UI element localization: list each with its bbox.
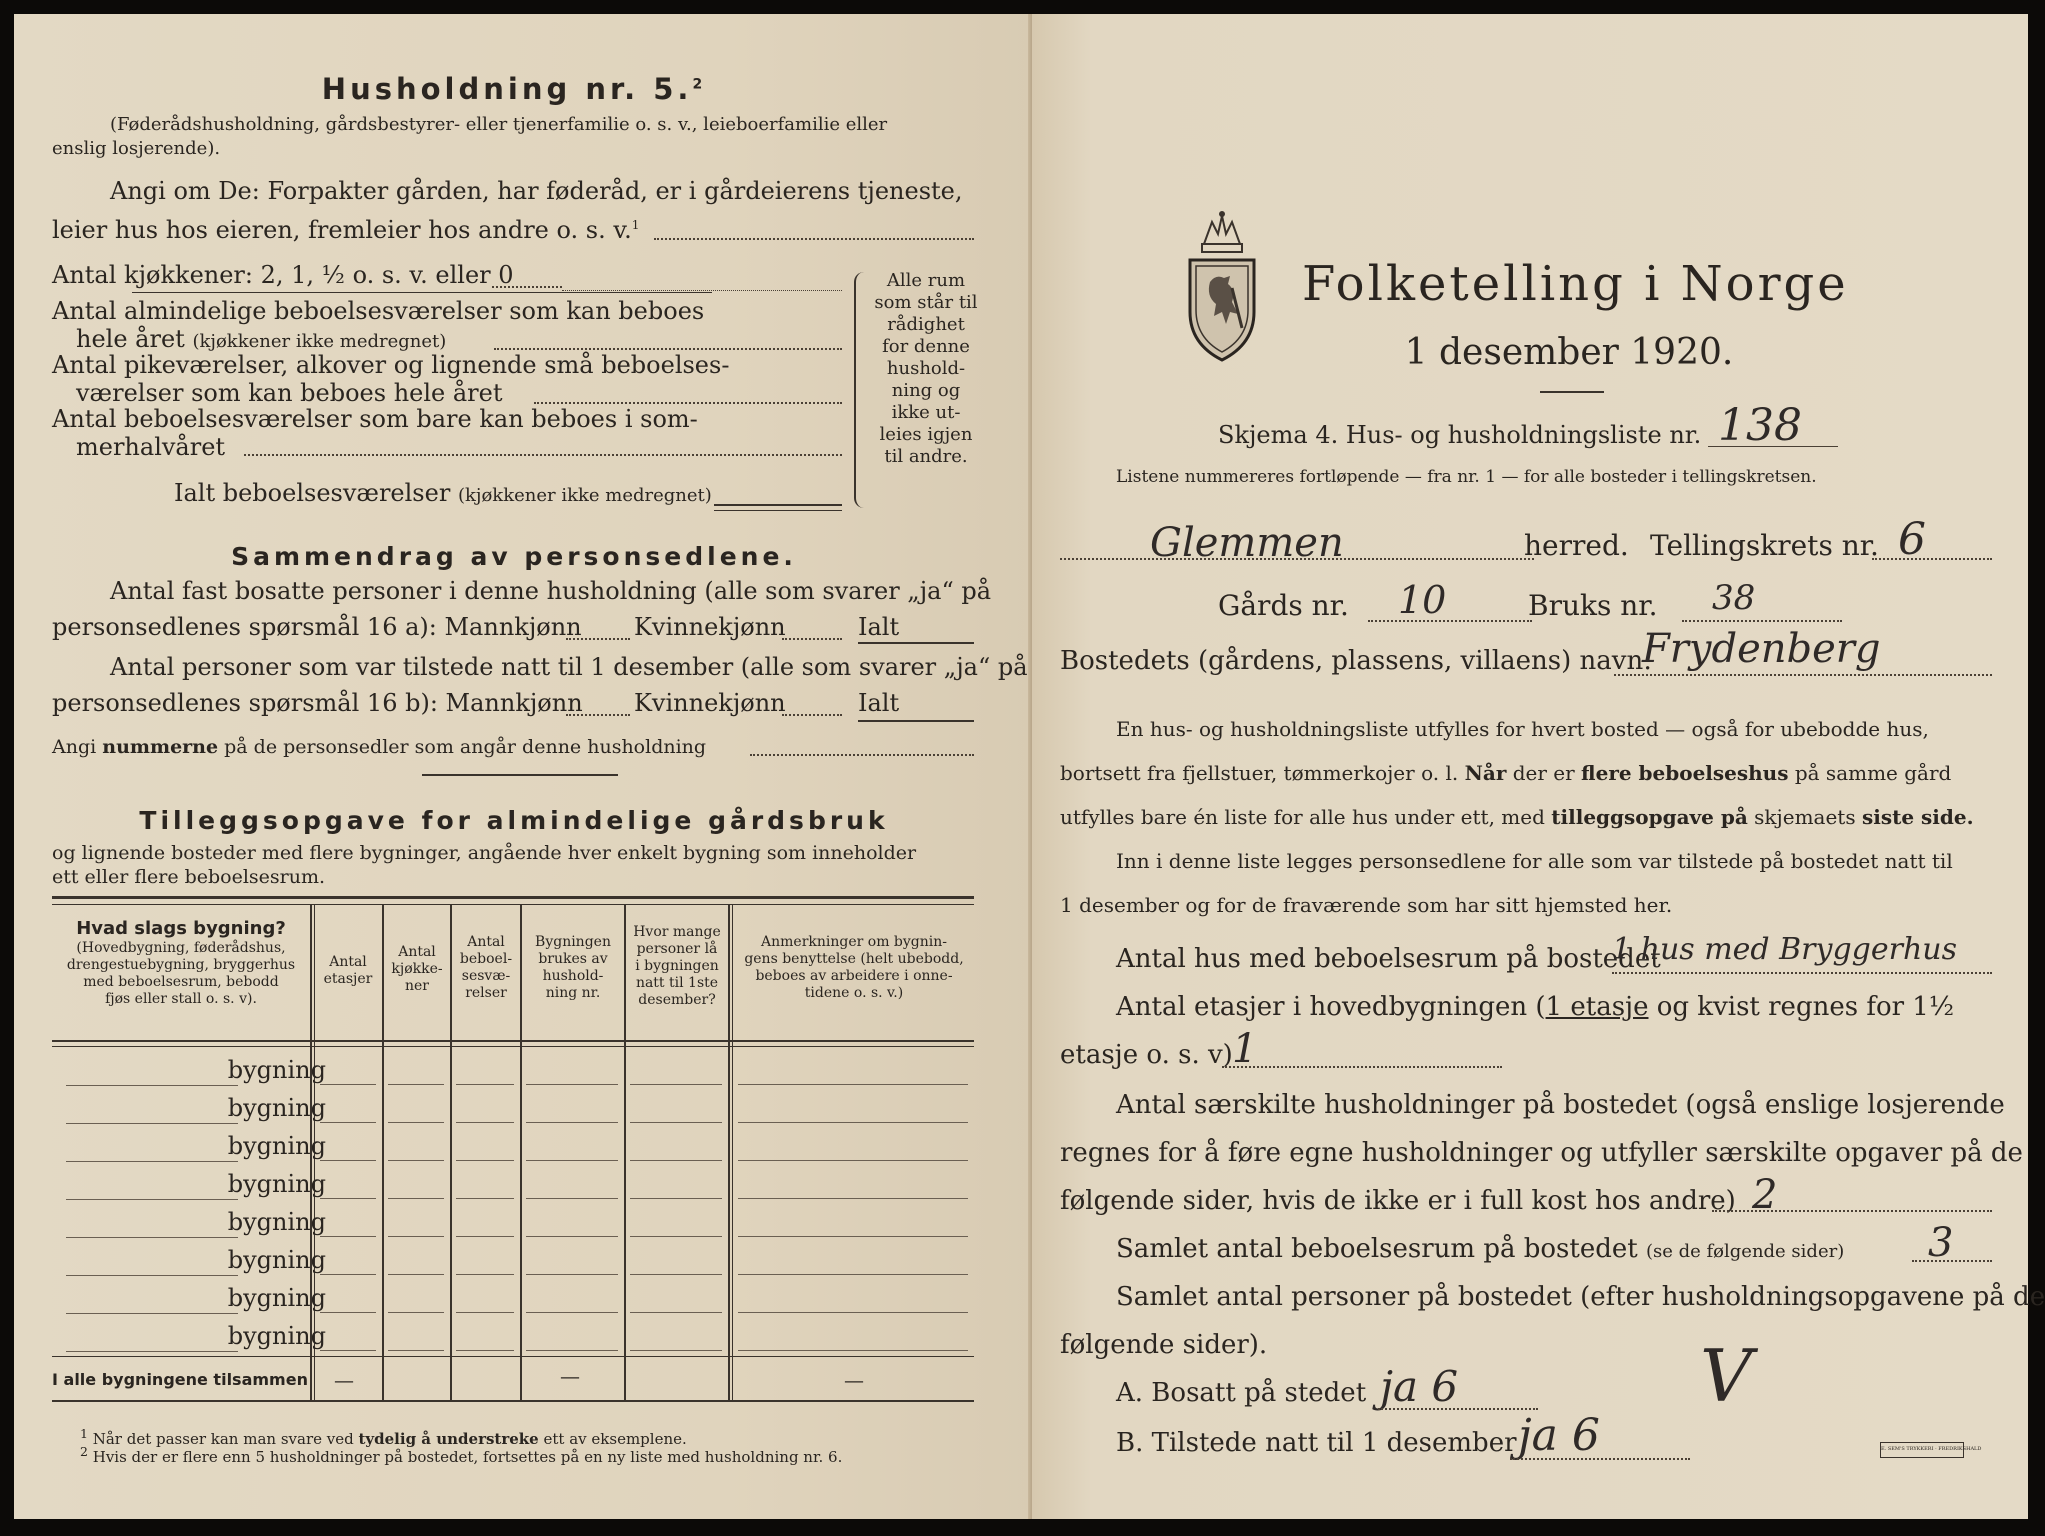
persons-header-line: desember? — [638, 992, 716, 1008]
summary-p1-line2 — [52, 614, 582, 641]
rooms-header-line: relser — [465, 985, 507, 1001]
table-cell-line[interactable] — [456, 1084, 514, 1085]
a-bosatt-line — [1378, 1408, 1538, 1410]
angi-line-2-text: leier hus hos eieren, fremleier hos andre o. s. v. — [52, 216, 632, 244]
building-row-label: bygning — [227, 1322, 326, 1350]
building-type-fill-line[interactable] — [66, 1085, 238, 1086]
krets-line — [1872, 558, 1992, 560]
table-cell-line[interactable] — [738, 1160, 968, 1161]
table-cell-line[interactable] — [456, 1198, 514, 1199]
building-row-label: bygning — [227, 1246, 326, 1274]
side-note-line: Alle rum — [886, 270, 966, 291]
info-line-3 — [1060, 806, 1974, 828]
maid-rooms-answer[interactable] — [534, 402, 842, 404]
table-cell-line[interactable] — [456, 1350, 514, 1351]
bruks-label: Bruks nr. — [1528, 589, 1658, 622]
table-cell-line[interactable] — [320, 1084, 376, 1085]
table-cell-line[interactable] — [738, 1274, 968, 1275]
table-cell-line[interactable] — [388, 1198, 444, 1199]
angi-answer-line[interactable] — [654, 238, 974, 240]
household-header-line: ning nr. — [545, 985, 601, 1001]
census-form-sheet — [14, 14, 2045, 1519]
building-type-fill-line[interactable] — [66, 1351, 238, 1352]
table-row[interactable] — [44, 1092, 330, 1130]
info-2-c: der er — [1512, 761, 1575, 785]
household-header-line: Bygningen — [535, 934, 611, 950]
table-cell-line[interactable] — [738, 1122, 968, 1123]
rooms-header-line: Antal — [467, 934, 505, 950]
building-row-label: bygning — [227, 1170, 326, 1198]
rooms-side-note — [866, 270, 986, 468]
ordinary-rooms-text: hele året — [76, 325, 185, 353]
summer-rooms-label-2: merhalvåret — [76, 433, 226, 461]
bruks-value[interactable]: 38 — [1712, 578, 1756, 618]
kitchen-answer-line[interactable] — [562, 290, 842, 291]
summary-p2-line1: Antal personer som var tilstede natt til 1 desember (alle som svarer „ja“ på — [110, 653, 1028, 681]
table-row[interactable] — [44, 1282, 330, 1320]
remarks-header-line: Anmerkninger om bygnin- — [761, 934, 947, 950]
footnote-1-text-b: ett av eksemplene. — [543, 1430, 687, 1448]
table-cell-line[interactable] — [738, 1236, 968, 1237]
table-cell-line[interactable] — [388, 1274, 444, 1275]
table-cell-line[interactable] — [388, 1312, 444, 1313]
p1-total-answer[interactable] — [858, 642, 974, 644]
q-rum-answer-line — [1912, 1260, 1992, 1262]
q-pers-line-1: Samlet antal personer på bostedet (efter husholdningsopgavene på de — [1116, 1282, 2045, 1312]
info-2-b: Når — [1464, 761, 1507, 785]
side-note-line: til andre. — [884, 446, 968, 467]
info-3-a: utfylles bare én liste for alle hus under ett, med — [1060, 805, 1545, 829]
ordinary-rooms-label-2 — [76, 326, 446, 353]
info-line-4: Inn i denne liste legges personsedlene for alle som var tilstede på bostedet natt til — [1116, 849, 1953, 873]
household-subtitle-2: enslig losjerende). — [52, 138, 221, 159]
q-etasjer-answer-line — [1222, 1066, 1502, 1068]
building-row-label: bygning — [227, 1208, 326, 1236]
herred-label: herred. — [1524, 529, 1629, 562]
building-type-fill-line[interactable] — [66, 1199, 238, 1200]
summary-title: Sammendrag av personsedlene. — [231, 542, 797, 571]
printer-stamp-text: E. SEM'S TRYKKERI · FREDRIKSHALD — [1881, 1446, 1982, 1452]
gards-label: Gårds nr. — [1218, 589, 1349, 622]
table-col-sep — [732, 904, 733, 1400]
q-hus-line — [1612, 972, 1992, 974]
p2-total-answer[interactable] — [858, 720, 974, 722]
q-etasjer-text-b: og kvist regnes for 1½ — [1648, 992, 1955, 1022]
summary-p1-male-label: personsedlenes spørsmål 16 a): Mannkjønn — [52, 613, 582, 641]
angi-line-2 — [52, 212, 639, 244]
table-col-sep — [728, 904, 730, 1400]
side-note-line: ning og — [891, 380, 961, 401]
b-tilstede-value[interactable]: ja 6 — [1518, 1410, 1600, 1461]
side-note-line: hushold- — [886, 358, 966, 379]
table-header-floors — [314, 954, 382, 988]
table-cell-line[interactable] — [526, 1236, 618, 1237]
ordinary-rooms-label-1: Antal almindelige beboelsesværelser som kan beboes — [52, 297, 705, 325]
building-type-desc: med beboelsesrum, bebodd — [83, 974, 279, 990]
q-etasjer-underlined: 1 etasje — [1545, 992, 1649, 1022]
household-header-line: hushold- — [542, 968, 604, 984]
total-rooms-baseline — [714, 510, 842, 511]
b-tilstede-label: B. Tilstede natt til 1 desember — [1116, 1428, 1517, 1458]
footnote-1-bold: tydelig å understreke — [358, 1430, 539, 1448]
table-cell-line[interactable] — [320, 1160, 376, 1161]
table-header-remarks — [734, 934, 974, 1002]
info-2-a: bortsett fra fjellstuer, tømmerkojer o. l. — [1060, 761, 1459, 785]
kitchen-dots — [492, 286, 562, 288]
table-cell-line[interactable] — [526, 1198, 618, 1199]
table-row[interactable] — [44, 1054, 330, 1092]
table-cell-line[interactable] — [738, 1198, 968, 1199]
total-floors-dash: — — [334, 1368, 354, 1392]
numbers-text-a: Angi — [52, 736, 97, 758]
building-type-fill-line[interactable] — [66, 1313, 238, 1314]
p1-female-answer[interactable] — [782, 638, 842, 640]
schema-number-line — [1708, 446, 1838, 447]
q-hush-line-3: følgende sider, hvis de ikke er i full kost hos andre) — [1060, 1186, 1736, 1216]
printer-stamp — [1880, 1442, 1982, 1458]
table-cell-line[interactable] — [456, 1160, 514, 1161]
side-note-line: rådighet — [887, 314, 965, 335]
a-bosatt-value[interactable]: ja 6 — [1380, 1362, 1459, 1411]
p2-total-label: Ialt — [858, 689, 900, 717]
table-cell-line[interactable] — [456, 1122, 514, 1123]
table-cell-line[interactable] — [630, 1198, 722, 1199]
summary-p2-male-label: personsedlenes spørsmål 16 b): Mannkjønn — [52, 689, 583, 717]
rooms-header-line: beboel- — [459, 951, 513, 967]
table-top-rule — [52, 896, 974, 899]
total-household-dash: — — [560, 1364, 580, 1388]
q-etasjer-value[interactable]: 1 — [1232, 1026, 1258, 1072]
q-hus-value[interactable]: 1 hus med Bryggerhus — [1612, 932, 1958, 967]
table-cell-line[interactable] — [526, 1160, 618, 1161]
section-divider — [422, 774, 618, 776]
q-hus-label: Antal hus med beboelsesrum på bostedet — [1116, 944, 1661, 974]
remarks-header-line: gens benyttelse (helt ubebodd, — [744, 951, 964, 967]
household-title — [14, 72, 1014, 106]
kitchens-header-line: ner — [405, 978, 429, 994]
table-header-bottom-rule — [52, 1040, 974, 1042]
household-subtitle-1: (Føderådshusholdning, gårdsbestyrer- eller tjenerfamilie o. s. v., leieboerfamilie eller — [110, 114, 888, 135]
p2-male-answer[interactable] — [566, 714, 630, 716]
table-header-household — [522, 934, 624, 1002]
total-remarks-dash: — — [844, 1368, 864, 1392]
side-note-line: som står til — [874, 292, 978, 313]
table-cell-line[interactable] — [456, 1274, 514, 1275]
table-cell-line[interactable] — [320, 1274, 376, 1275]
persons-header-line: natt til 1ste — [635, 975, 719, 991]
table-cell-line[interactable] — [388, 1350, 444, 1351]
addition-desc-2: ett eller flere beboelsesrum. — [52, 866, 326, 888]
bosted-value[interactable]: Frydenberg — [1642, 626, 1881, 672]
q-rum-line — [1116, 1236, 1844, 1263]
table-cell-line[interactable] — [388, 1236, 444, 1237]
kitchen-count-label: Antal kjøkkener: 2, 1, ½ o. s. v. eller 0 — [52, 261, 514, 289]
table-header-kitchens — [384, 944, 450, 995]
table-row[interactable] — [44, 1168, 330, 1206]
building-type-fill-line[interactable] — [66, 1237, 238, 1238]
total-rooms-label — [174, 480, 712, 507]
krets-label: Tellingskrets nr. — [1650, 529, 1879, 562]
info-3-d: siste side. — [1861, 805, 1974, 829]
table-cell-line[interactable] — [630, 1274, 722, 1275]
side-note-line: for denne — [882, 336, 970, 357]
table-cell-line[interactable] — [388, 1122, 444, 1123]
building-type-desc: drengestuebygning, bryggerhus — [66, 957, 296, 973]
addition-title: Tilleggsopgave for almindelige gårdsbruk — [139, 806, 889, 835]
bosted-label: Bostedets (gårdens, plassens, villaens) navn: — [1060, 646, 1652, 676]
table-cell-line[interactable] — [526, 1312, 618, 1313]
q-rum-value[interactable]: 3 — [1928, 1220, 1954, 1266]
numbers-answer[interactable] — [750, 754, 974, 756]
table-cell-line[interactable] — [526, 1274, 618, 1275]
footnote-1-text-a: Når det passer kan man svare ved — [92, 1430, 354, 1448]
table-row[interactable] — [44, 1320, 330, 1358]
table-cell-line[interactable] — [388, 1084, 444, 1085]
table-cell-line[interactable] — [388, 1160, 444, 1161]
info-2-d: flere beboelseshus — [1581, 761, 1789, 785]
q-etasjer-line-2: etasje o. s. v) — [1060, 1040, 1233, 1070]
a-bosatt-label: A. Bosatt på stedet — [1116, 1378, 1367, 1408]
footnote-2-number: 2 — [80, 1444, 88, 1459]
p1-male-answer[interactable] — [566, 638, 630, 640]
household-header-line: brukes av — [538, 951, 608, 967]
schema-label: Skjema 4. Hus- og husholdningsliste nr. — [1218, 421, 1702, 449]
persons-header-line: i bygningen — [635, 958, 719, 974]
table-cell-line[interactable] — [526, 1084, 618, 1085]
bruks-line — [1682, 620, 1842, 622]
remarks-header-line: beboes av arbeidere i onne- — [755, 968, 953, 984]
table-cell-line[interactable] — [526, 1122, 618, 1123]
q-etasjer-line-1 — [1116, 994, 1954, 1021]
angi-line-1: Angi om De: Forpakter gården, har føderåd, er i gårdeierens tjeneste, — [110, 177, 963, 205]
table-row[interactable] — [44, 1244, 330, 1282]
table-cell-line[interactable] — [320, 1350, 376, 1351]
p2-female-answer[interactable] — [782, 714, 842, 716]
total-rooms-answer[interactable] — [714, 504, 842, 506]
total-rooms-text: Ialt beboelsesværelser — [174, 479, 451, 507]
maid-rooms-label-2: værelser som kan beboes hele året — [76, 379, 503, 407]
table-cell-line[interactable] — [456, 1312, 514, 1313]
building-type-fill-line[interactable] — [66, 1123, 238, 1124]
table-cell-line[interactable] — [320, 1236, 376, 1237]
table-bottom-rule — [52, 1400, 974, 1402]
building-type-desc: fjøs eller stall o. s. v). — [105, 991, 257, 1007]
herred-value[interactable]: Glemmen — [1150, 520, 1344, 566]
table-cell-line[interactable] — [738, 1350, 968, 1351]
floors-header-line: Antal — [329, 954, 367, 970]
table-cell-line[interactable] — [738, 1084, 968, 1085]
info-line-2 — [1060, 762, 1951, 784]
table-cell-line[interactable] — [630, 1160, 722, 1161]
check-mark: V — [1700, 1334, 1752, 1418]
table-row[interactable] — [44, 1206, 330, 1244]
building-row-label: bygning — [227, 1132, 326, 1160]
table-header-rooms — [452, 934, 520, 1002]
table-row[interactable] — [44, 1130, 330, 1168]
summary-p2-line2 — [52, 690, 583, 717]
table-cell-line[interactable] — [320, 1122, 376, 1123]
title-divider — [1540, 391, 1604, 393]
p2-female-label: Kvinnekjønn — [634, 689, 786, 717]
table-cell-line[interactable] — [320, 1312, 376, 1313]
floors-header-line: etasjer — [323, 971, 373, 987]
remarks-header-line: tidene o. s. v.) — [804, 985, 904, 1001]
p1-total-label: Ialt — [858, 613, 900, 641]
ordinary-rooms-underline — [132, 292, 712, 293]
q-etasjer-text-a: Antal etasjer i hovedbygningen ( — [1116, 992, 1546, 1022]
angi-footnote: 1 — [631, 218, 640, 232]
table-cell-line[interactable] — [320, 1198, 376, 1199]
kitchens-header-line: kjøkke- — [391, 961, 443, 977]
table-cell-line[interactable] — [630, 1350, 722, 1351]
table-cell-line[interactable] — [630, 1122, 722, 1123]
building-row-label: bygning — [227, 1094, 326, 1122]
table-cell-line[interactable] — [630, 1084, 722, 1085]
summer-rooms-answer[interactable] — [244, 454, 842, 456]
right-page-cover — [1032, 14, 2045, 1519]
census-title: Folketelling i Norge — [1302, 256, 1849, 312]
building-row-label: bygning — [227, 1284, 326, 1312]
q-rum-note: (se de følgende sider) — [1645, 1241, 1845, 1262]
numbers-text-b: på de personsedler som angår denne husholdning — [224, 736, 707, 758]
summary-p1-line1: Antal fast bosatte personer i denne husholdning (alle som svarer „ja“ på — [110, 577, 992, 605]
gards-line — [1368, 620, 1532, 622]
building-type-desc: (Hovedbygning, føderådshus, — [76, 940, 286, 956]
q-hush-answer-line — [1712, 1210, 1992, 1212]
gards-value[interactable]: 10 — [1398, 578, 1447, 622]
side-note-line: ikke ut- — [891, 402, 961, 423]
table-cell-line[interactable] — [630, 1236, 722, 1237]
info-line-5: 1 desember og for de fraværende som har sitt hjemsted her. — [1060, 893, 1673, 917]
rooms-header-line: sesvæ- — [461, 968, 511, 984]
summer-rooms-label-1: Antal beboelsesværelser som bare kan beboes i som- — [52, 405, 698, 433]
table-cell-line[interactable] — [738, 1312, 968, 1313]
census-date: 1 desember 1920. — [1404, 332, 1734, 373]
bosted-line — [1614, 674, 1992, 676]
table-header-persons — [626, 924, 728, 1009]
kitchens-header-line: Antal — [398, 944, 436, 960]
b-tilstede-line — [1510, 1458, 1690, 1460]
footnote-2-text: Hvis der er flere enn 5 husholdninger på bostedet, fortsettes på en ny liste med husholdning nr. 6. — [92, 1448, 843, 1466]
q-hush-line-1: Antal særskilte husholdninger på bostedet (også enslige losjerende — [1116, 1090, 2005, 1120]
q-pers-line-2: følgende sider). — [1060, 1330, 1268, 1360]
left-page-husholdning — [14, 14, 1032, 1519]
table-cell-line[interactable] — [526, 1350, 618, 1351]
ordinary-rooms-note: (kjøkkener ikke medregnet) — [192, 331, 447, 352]
q-hush-line-2: regnes for å føre egne husholdninger og utfyller særskilte opgaver på de — [1060, 1138, 2023, 1168]
footnote-1-number: 1 — [80, 1426, 88, 1441]
table-header-bottom-rule-2 — [52, 1046, 974, 1047]
building-type-title: Hvad slags bygning? — [76, 918, 286, 939]
table-cell-line[interactable] — [630, 1312, 722, 1313]
household-title-footnote: 2 — [692, 76, 707, 93]
ordinary-rooms-answer[interactable] — [494, 348, 842, 350]
building-type-fill-line[interactable] — [66, 1275, 238, 1276]
building-type-fill-line[interactable] — [66, 1161, 238, 1162]
total-rooms-note: (kjøkkener ikke medregnet) — [457, 485, 712, 506]
building-row-label: bygning — [227, 1056, 326, 1084]
table-total-label: I alle bygningene tilsammen — [52, 1370, 308, 1389]
info-line-1: En hus- og husholdningsliste utfylles for hvert bosted — også for ubebodde hus, — [1116, 717, 1929, 741]
numbers-line — [52, 736, 706, 758]
info-3-b: tilleggsopgave på — [1551, 805, 1748, 829]
addition-desc-1: og lignende bosteder med flere bygninger, angående hver enkelt bygning som inneholder — [52, 842, 917, 864]
q-rum-text: Samlet antal beboelsesrum på bostedet — [1116, 1234, 1638, 1264]
p1-female-label: Kvinnekjønn — [634, 613, 786, 641]
footnote-2 — [80, 1442, 842, 1467]
krets-value[interactable]: 6 — [1898, 514, 1926, 565]
table-header-building-type — [54, 918, 308, 1008]
persons-header-line: Hvor mange — [633, 924, 721, 940]
info-3-c: skjemaets — [1754, 805, 1856, 829]
table-top-rule-2 — [52, 904, 974, 905]
schema-number-value[interactable]: 138 — [1718, 400, 1802, 451]
maid-rooms-label-1: Antal pikeværelser, alkover og lignende små beboelses- — [52, 351, 730, 379]
table-cell-line[interactable] — [456, 1236, 514, 1237]
list-numbering-note: Listene nummereres fortløpende — fra nr. 1 — for alle bosteder i tellingskretsen. — [1116, 467, 1817, 487]
info-2-e: på samme gård — [1794, 761, 1952, 785]
household-title-text: Husholdning nr. 5. — [321, 72, 693, 106]
side-note-line: leies igjen — [879, 424, 973, 445]
q-hush-value[interactable]: 2 — [1752, 1172, 1778, 1218]
persons-header-line: personer lå — [636, 941, 718, 957]
numbers-text-bold: nummerne — [102, 736, 219, 758]
